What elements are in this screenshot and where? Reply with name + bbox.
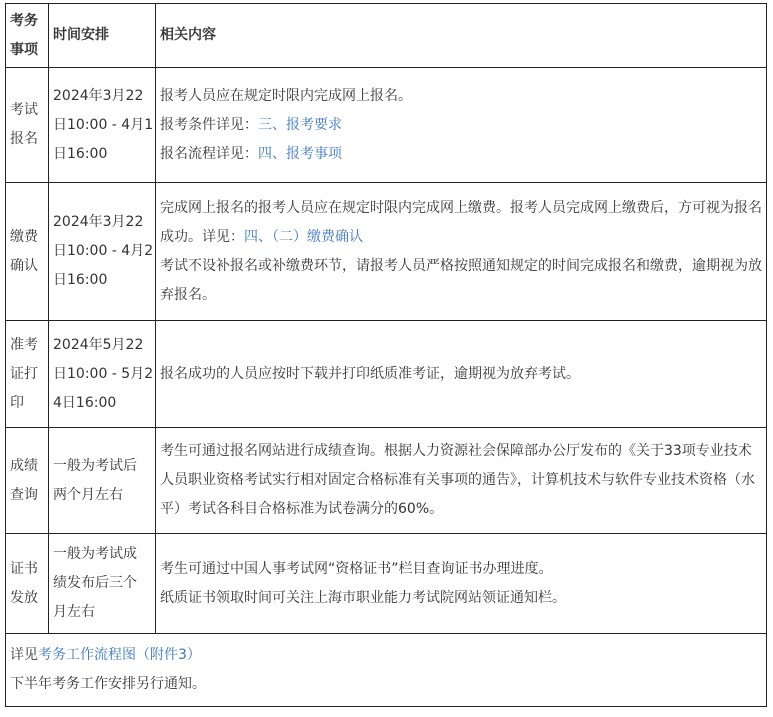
time-cell: 2024年3月22 日10:00 - 4月1 日16:00	[49, 68, 156, 183]
time-cell: 2024年3月22 日10:00 - 4月2 日16:00	[49, 183, 156, 321]
table-row-score-query	[6, 428, 767, 534]
header-related-content: 相关内容	[156, 4, 767, 68]
table-row-payment	[6, 183, 767, 321]
item-cell: 证书 发放	[6, 534, 49, 634]
header-time-schedule: 时间安排	[49, 4, 156, 68]
content-cell: 考生可通过中国人事考试网“资格证书”栏目查询证书办理进度。 纸质证书领取时间可关注上海市职业能力考试院网站领证通知栏。	[156, 534, 767, 634]
exam-schedule-document	[5, 3, 766, 710]
footer-note-cell: 详见考务工作流程图（附件3） 下半年考务工作安排另行通知。	[6, 634, 767, 707]
time-cell: 一般为考试后 两个月左右	[49, 428, 156, 534]
item-cell: 考试 报名	[6, 68, 49, 183]
table-header-row	[6, 4, 767, 68]
content-cell: 考生可通过报名网站进行成绩查询。根据人力资源社会保障部办公厅发布的《关于33项专业技术人员职业资格考试实行相对固定合格标准有关事项的通告》，计算机技术与软件专业技术资格（水平）考试各科目合格标准为试卷满分的60%。	[156, 428, 767, 534]
item-cell: 成绩 查询	[6, 428, 49, 534]
table-row-certificate	[6, 534, 767, 634]
item-cell: 准考 证打 印	[6, 321, 49, 428]
exam-schedule-table	[5, 3, 767, 707]
time-cell: 2024年5月22 日10:00 - 5月2 4日16:00	[49, 321, 156, 428]
content-cell: 报考人员应在规定时限内完成网上报名。 报考条件详见：三、报考要求 报名流程详见：四、报考事项	[156, 68, 767, 183]
table-row-registration	[6, 68, 767, 183]
table-row-admission-ticket	[6, 321, 767, 428]
header-exam-item: 考务 事项	[6, 4, 49, 68]
time-cell: 一般为考试成 绩发布后三个 月左右	[49, 534, 156, 634]
table-footer-row	[6, 634, 767, 707]
link-workflow-chart[interactable]: 考务工作流程图（附件3）	[38, 647, 201, 663]
content-cell: 报名成功的人员应按时下载并打印纸质准考证，逾期视为放弃考试。	[156, 321, 767, 428]
item-cell: 缴费 确认	[6, 183, 49, 321]
link-payment-confirmation[interactable]: 四、（二）缴费确认	[244, 228, 363, 245]
link-requirements[interactable]: 三、报考要求	[258, 116, 342, 133]
link-registration-process[interactable]: 四、报考事项	[258, 145, 342, 162]
content-cell: 完成网上报名的报考人员应在规定时限内完成网上缴费。报考人员完成网上缴费后，方可视为报名成功。详见：四、（二）缴费确认 考试不设补报名或补缴费环节，请报考人员严格按照通知规定的时间完成报名和缴费，逾期视为放弃报名。	[156, 183, 767, 321]
